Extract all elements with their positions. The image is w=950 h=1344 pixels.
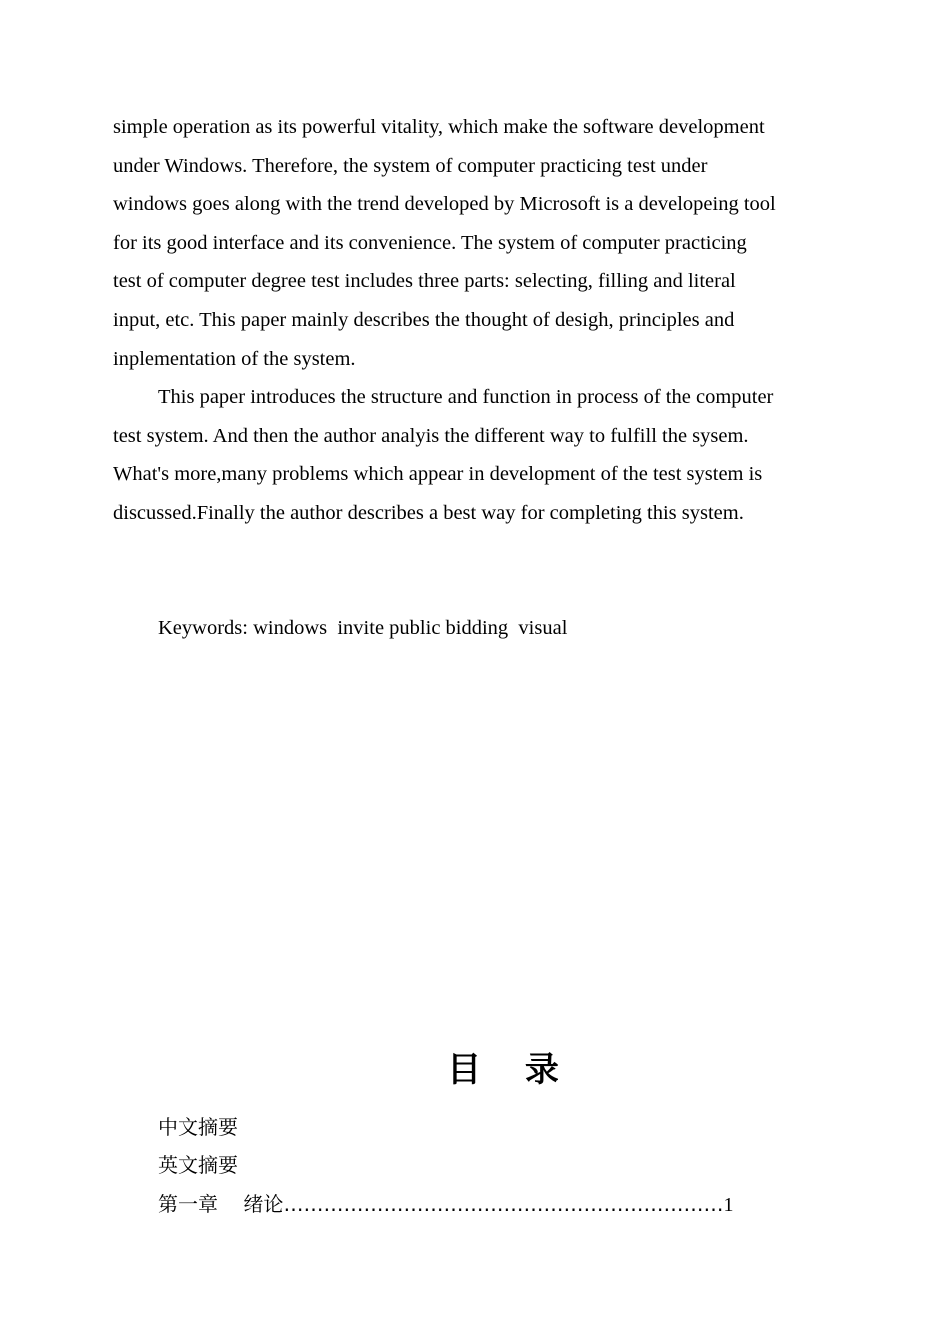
toc-entry-chapter-1[interactable] [158, 1187, 733, 1222]
text-line: for its good interface and its convenience. The system of computer practicing [113, 231, 747, 254]
text-line: windows goes along with the trend developed by Microsoft is a developeing tool [113, 193, 776, 216]
text-line: input, etc. This paper mainly describes the thought of desigh, principles and [113, 308, 735, 331]
toc-entry-label: 中文摘要 [158, 1115, 238, 1139]
text-line: discussed.Finally the author describes a best way for completing this system. [113, 501, 744, 524]
toc-entry-label: 第一章 绪论 [158, 1192, 284, 1216]
toc-entry-page: 1 [723, 1194, 734, 1216]
toc-entry-leader: ………………………………………………………… [283, 1192, 724, 1216]
text-line: under Windows. Therefore, the system of computer practicing test under [113, 154, 708, 177]
toc-entry-chinese-abstract[interactable] [158, 1110, 238, 1144]
toc-title: 目 录 [447, 1050, 575, 1090]
abstract-paragraph-2 [113, 378, 839, 532]
keywords-line: Keywords: windows invite public bidding visual [158, 617, 568, 639]
text-line: test of computer degree test includes three parts: selecting, filling and literal [113, 270, 736, 293]
text-line: test system. And then the author analyis the different way to fulfill the sysem. [113, 424, 749, 447]
text-line: inplementation of the system. [113, 347, 356, 370]
text-line: simple operation as its powerful vitality, which make the software development [113, 116, 765, 138]
toc-entry-label: 英文摘要 [158, 1153, 238, 1177]
text-line: What's more,many problems which appear in development of the test system is [113, 463, 763, 486]
abstract-paragraph-1 [113, 108, 839, 378]
toc-entry-english-abstract[interactable] [158, 1148, 238, 1182]
text-line: This paper introduces the structure and function in process of the computer [158, 386, 774, 408]
